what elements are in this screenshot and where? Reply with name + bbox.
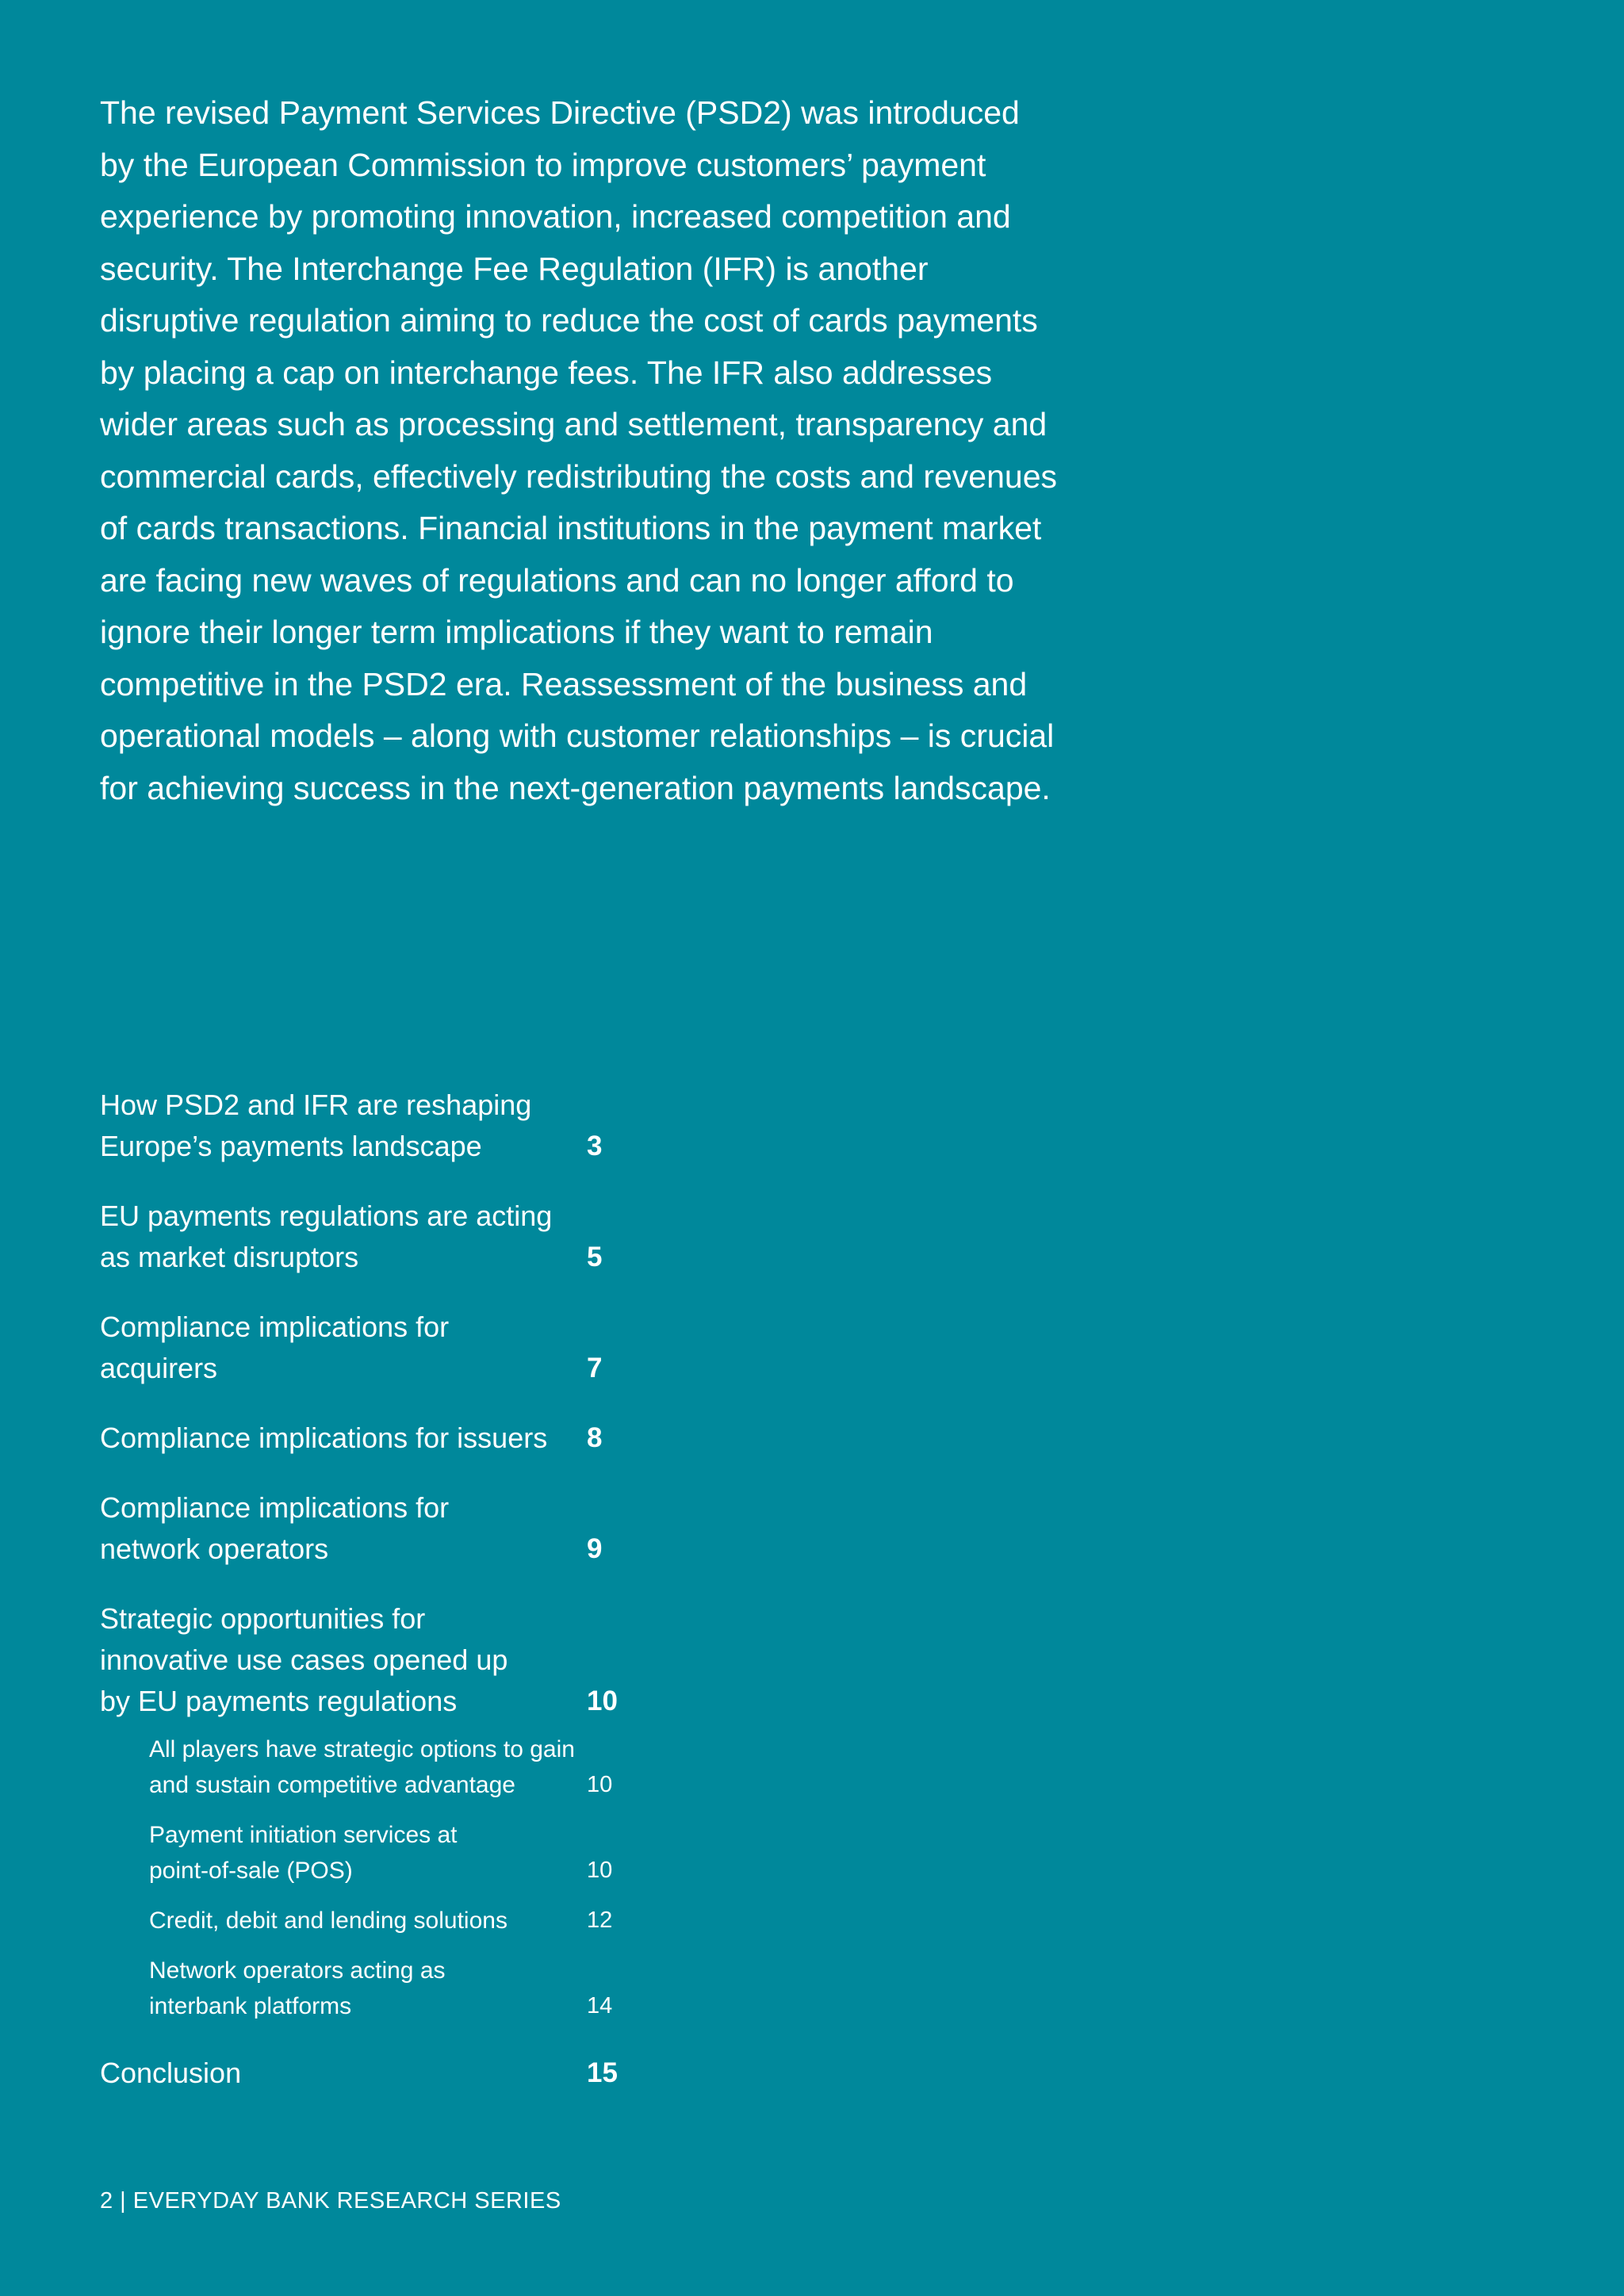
toc-item-label: EU payments regulations are acting as market disruptors — [100, 1200, 553, 1273]
toc-subitem[interactable] — [100, 1732, 703, 1803]
toc-item-label: How PSD2 and IFR are reshaping Europe’s payments landscape — [100, 1089, 532, 1162]
toc-item-page: 5 — [587, 1242, 603, 1272]
toc-subitem-page: 14 — [587, 1993, 613, 2019]
toc-subitem-label: Credit, debit and lending solutions — [149, 1908, 508, 1934]
toc-item-page: 3 — [587, 1131, 603, 1161]
toc-item-page: 7 — [587, 1353, 603, 1383]
toc-item[interactable] — [100, 1487, 703, 1570]
toc-subitem-page: 12 — [587, 1908, 613, 1933]
toc-item[interactable] — [100, 1307, 703, 1389]
toc-item-label: Conclusion — [100, 2057, 242, 2089]
toc-subitem-label: Network operators acting as interbank platforms — [149, 1957, 446, 2019]
toc-item-page: 9 — [587, 1533, 603, 1564]
toc-item-label: Compliance implications for network operators — [100, 1491, 450, 1565]
toc-subitem-label: Payment initiation services at point-of-sale (POS) — [149, 1822, 458, 1884]
page-footer: 2 | EVERYDAY BANK RESEARCH SERIES — [100, 2188, 561, 2214]
toc-subitem-page: 10 — [587, 1772, 613, 1797]
toc-item-label: Strategic opportunities for innovative use cases opened up by EU payments regulations — [100, 1602, 508, 1717]
toc-subitem[interactable] — [100, 1903, 703, 1938]
toc-item[interactable] — [100, 1598, 703, 1722]
toc-item[interactable] — [100, 1196, 703, 1278]
table-of-contents — [100, 1085, 703, 2122]
toc-item-label: Compliance implications for acquirers — [100, 1311, 450, 1384]
toc-item-label: Compliance implications for issuers — [100, 1422, 548, 1454]
toc-subitem-label: All players have strategic options to gain and sustain competitive advantage — [149, 1736, 575, 1798]
toc-item-page: 8 — [587, 1422, 603, 1453]
toc-item[interactable] — [100, 1085, 703, 1167]
intro-paragraph: The revised Payment Services Directive (PSD2) was introduced by the European Commission to improve customers’ payment experience by promoting innovation, increased competition and security. The Interchange Fee Regulation (IFR) is another disruptive regulation aiming to reduce the cost of cards payments by placing a cap on interchange fees. The IFR also addresses wider areas such as processing and settlement, transparency and commercial cards, effectively redistributing the costs and revenues of cards transactions. Financial institutions in the payment market are facing new waves of regulations and can no longer afford to ignore their longer term implications if they want to remain competitive in the PSD2 era. Reassessment of the business and operational models – along with customer relationships – is crucial for achieving success in the next-generation payments landscape. — [100, 94, 1058, 806]
toc-item-page: 15 — [587, 2057, 618, 2088]
toc-subitem-page: 10 — [587, 1858, 613, 1883]
toc-item-page: 10 — [587, 1686, 618, 1716]
toc-item[interactable] — [100, 2053, 703, 2094]
toc-item[interactable] — [100, 1418, 703, 1459]
toc-subitem[interactable] — [100, 1953, 703, 2024]
toc-subitem[interactable] — [100, 1817, 703, 1888]
